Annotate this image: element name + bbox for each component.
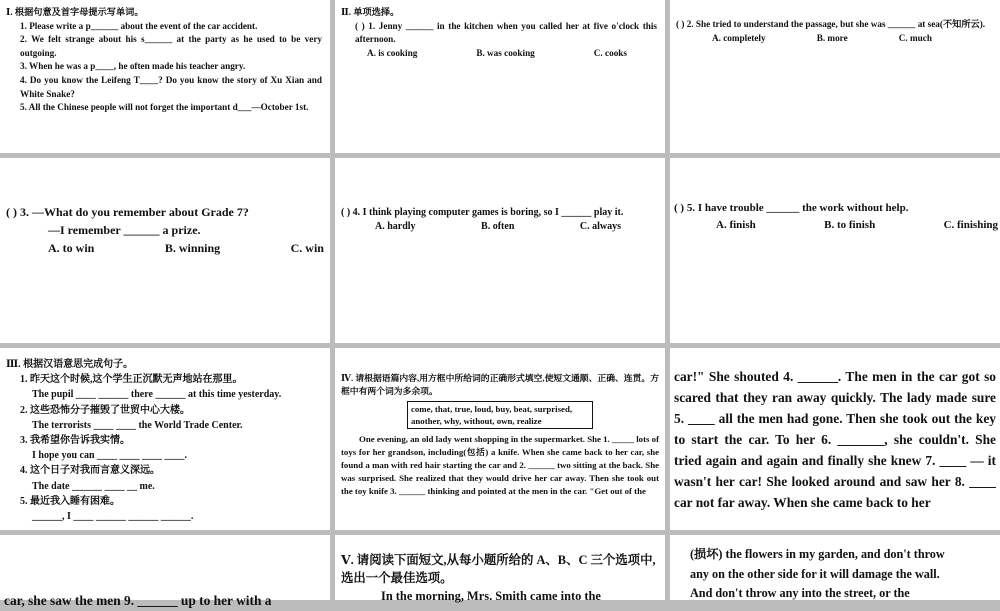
question-item: 2. We felt strange about his s______ at the party as he used to be very outgoing. — [20, 34, 322, 58]
option-b: B. winning — [164, 241, 221, 255]
options-row — [6, 239, 324, 257]
section-title: Ⅲ. 根据汉语意思完成句子。 — [6, 359, 134, 370]
panel-question-4 — [335, 158, 665, 343]
panel-passage-end — [0, 535, 330, 608]
panel-question-3 — [0, 158, 330, 343]
word-box-line: come, that, true, loud, buy, beat, surprised, — [411, 404, 573, 414]
panel-word-box-cloze — [335, 348, 665, 530]
question-item: 3. When he was a p____, he often made his teacher angry. — [20, 61, 246, 72]
panel-word-spelling — [0, 0, 330, 153]
section-title: Ⅴ. 请阅读下面短文,从每小题所给的 A、B、C 三个选项中,选出一个最佳选项。 — [341, 553, 656, 585]
en-answer-line: The terrorists ____ ____ the World Trade Center. — [32, 419, 243, 431]
option-c: C. much — [898, 32, 932, 43]
en-answer-line: The pupil ____ ______ there ______ at this time yesterday. — [32, 389, 282, 401]
option-a: A. to win — [48, 241, 95, 255]
question-item: ( ) 5. I have trouble ______ the work without help. — [674, 202, 909, 214]
passage-text: car, she saw the men 9. ______ up to her with a — [4, 593, 272, 608]
option-c: C. always — [579, 221, 621, 232]
question-item: ( ) 2. She tried to understand the passage, but she was ______ at sea(不知所云). — [676, 19, 986, 29]
passage-line: (损坏) the flowers in my garden, and don't throw — [690, 547, 945, 561]
passage-text: In the morning, Mrs. Smith came into the — [381, 589, 601, 603]
panel-reading-section — [335, 535, 665, 603]
passage-line: any on the other side for it will damage the wall. — [690, 566, 940, 581]
section-title: Ⅳ. 请根据语篇内容,用方框中所给词的正确形式填空,使短文通顺、正确、连贯。方框中有两个词为多余项。 — [341, 373, 659, 396]
question-item: ( ) 1. Jenny ______ in the kitchen when you called her at five o'clock this afternoon. — [355, 20, 657, 45]
options-row — [341, 47, 657, 61]
word-box-line: another, why, without, own, realize — [411, 416, 542, 426]
option-b: B. more — [816, 32, 848, 43]
panel-multiple-choice-1 — [335, 0, 665, 153]
cn-prompt: 4. 这个日子对我而言意义深远。 — [20, 465, 160, 477]
panel-question-5 — [670, 158, 1000, 343]
question-item: ( ) 4. I think playing computer games is boring, so I ______ play it. — [341, 207, 624, 218]
option-a: A. is cooking — [367, 47, 418, 58]
passage-text: car!" She shouted 4. ______. The men in the car got so scared that they ran away quickly. The lady made sure 5. ____ all the men had gone. Then she took out the key to start the car. To her 6. _______, she couldn't. She tried again and again and finally she knew 7. ____ — it wasn't her car! She looked around and saw her 8. ____ car not far away. When she came back to her — [674, 369, 996, 510]
en-answer-line: ______, I ____ ______ ______ ______. — [32, 511, 194, 523]
panel-sentence-completion — [0, 348, 330, 530]
question-item: —I remember ______ a prize. — [48, 223, 201, 237]
options-row — [676, 32, 992, 46]
question-item: ( ) 3. —What do you remember about Grade 7? — [6, 205, 249, 219]
passage-text: One evening, an old lady went shopping in the supermarket. She 1. _____ lots of toys for her grandson, including(包括) a knife. When she came back to her car, she found a man with red hair starting the car and 2. ______ two sitting at the back. She was surprised. She realized that they would drive her car away. Then she took out the toy knife 3. ______ thinking and pointed at the men in the car. "Get out of the — [341, 434, 659, 496]
cn-prompt: 3. 我希望你告诉我实情。 — [20, 435, 130, 447]
option-c: C. win — [290, 241, 324, 255]
passage-line: And don't throw any into the street, or the — [690, 586, 910, 600]
question-item: 4. Do you know the Leifeng T____? Do you know the story of Xu Xian and White Snake? — [20, 74, 322, 99]
option-b: B. was cooking — [476, 47, 535, 58]
option-a: A. completely — [712, 32, 766, 43]
option-a: A. finish — [716, 219, 756, 231]
option-b: B. to finish — [824, 219, 876, 231]
section-title: Ⅰ. 根据句意及首字母提示写单词。 — [6, 7, 144, 17]
panel-multiple-choice-2 — [670, 0, 1000, 153]
panel-passage-continued — [670, 348, 1000, 530]
en-answer-line: I hope you can ____ ____ ____ ____. — [32, 450, 188, 462]
option-a: A. hardly — [375, 221, 416, 232]
section-title: Ⅱ. 单项选择。 — [341, 7, 400, 17]
options-row — [341, 220, 661, 234]
options-row — [674, 217, 998, 234]
option-b: B. often — [481, 221, 515, 232]
question-item: 1. Please write a p______ about the event of the car accident. — [20, 20, 258, 31]
cn-prompt: 2. 这些恐怖分子摧毁了世贸中心大楼。 — [20, 404, 190, 416]
panel-passage-fragment — [670, 535, 1000, 600]
cn-prompt: 1. 昨天这个时候,这个学生正沉默无声地站在那里。 — [20, 374, 243, 386]
option-c: C. finishing — [943, 219, 998, 231]
word-box — [407, 401, 593, 429]
question-item: 5. All the Chinese people will not forget the important d___—October 1st. — [20, 102, 309, 113]
en-answer-line: The date ______ ____ __ me. — [32, 480, 155, 492]
option-c: C. cooks — [593, 47, 627, 58]
cn-prompt: 5. 最近我入睡有困难。 — [20, 495, 120, 507]
